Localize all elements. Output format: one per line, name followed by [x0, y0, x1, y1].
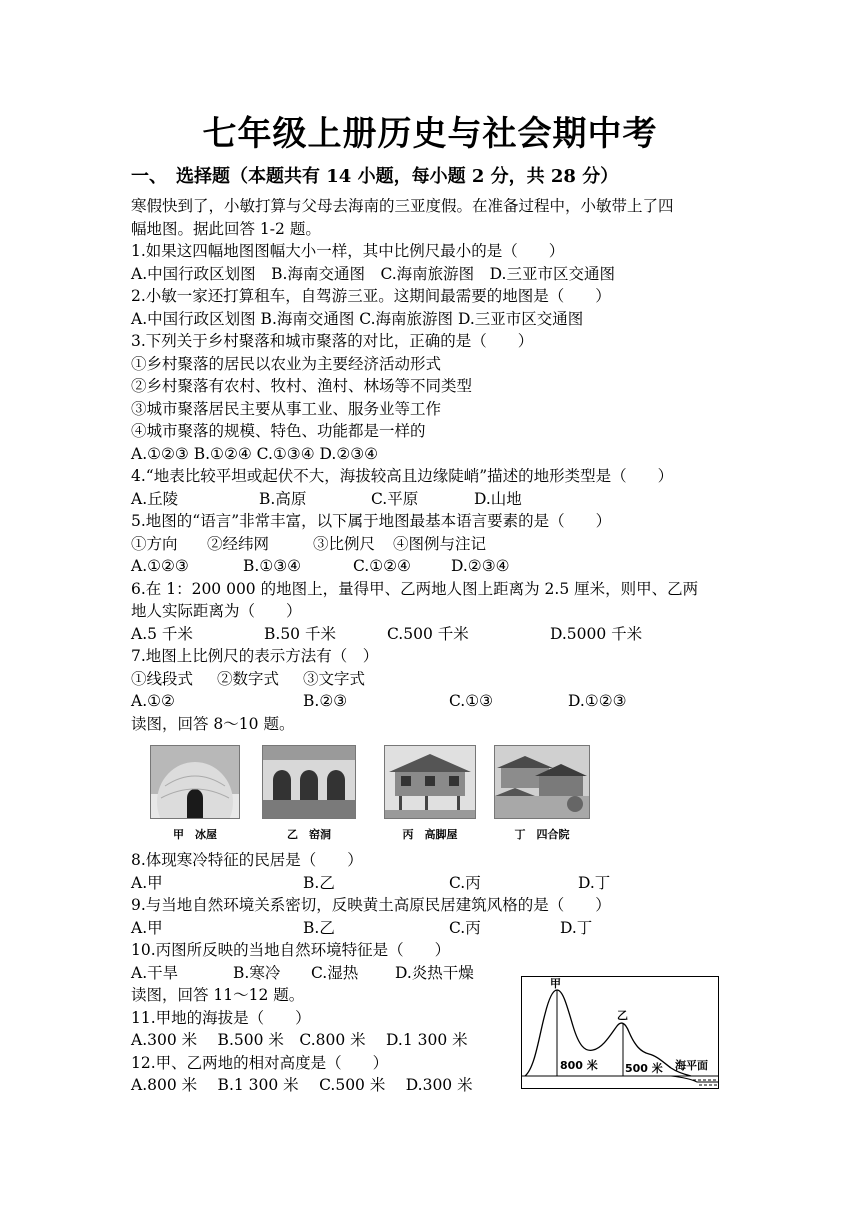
question-3-item: ②乡村聚落有农村、牧村、渔村、林场等不同类型	[131, 377, 473, 395]
option: D.5000 千米	[550, 625, 643, 643]
question-5-stem: 5.地图的“语言”非常丰富，以下属于地图最基本语言要素的是（ ）	[131, 512, 612, 530]
option: A.甲	[131, 919, 163, 937]
question-11-stem: 11.甲地的海拔是（ ）	[131, 1009, 311, 1027]
dwelling-photos	[150, 745, 600, 845]
option: D.山地	[474, 490, 522, 508]
photo-caption: 丁 四合院	[514, 828, 570, 841]
courtyard-house-image	[494, 745, 590, 819]
question-4-stem: 4.“地表比较平坦或起伏不大，海拔较高且边缘陡峭”描述的地形类型是（ ）	[131, 467, 674, 485]
photo-igloo	[150, 745, 240, 841]
option: A.5 千米	[131, 625, 193, 643]
photo-courtyard-house	[494, 745, 590, 841]
option: C.丙	[449, 874, 481, 892]
question-3-item: ③城市聚落居民主要从事工业、服务业等工作	[131, 400, 442, 418]
question-12-stem: 12.甲、乙两地的相对高度是（ ）	[131, 1054, 389, 1072]
peak-label-yi: 乙	[617, 1009, 628, 1022]
intro-line: 幅地图。据此回答 1-2 题。	[131, 220, 321, 238]
option: B.寒冷	[233, 964, 281, 982]
option: B.乙	[303, 874, 335, 892]
photo-cave-dwelling	[262, 745, 356, 841]
page-title: 七年级上册历史与社会期中考	[202, 114, 658, 154]
option: A.干旱	[131, 964, 179, 982]
option: B.高原	[259, 490, 307, 508]
cave-dwelling-image	[262, 745, 356, 819]
option: B.50 千米	[264, 625, 336, 643]
elevation-diagram	[521, 976, 719, 1089]
question-8-stem: 8.体现寒冷特征的民居是（ ）	[131, 851, 363, 869]
option: C.湿热	[311, 964, 359, 982]
option: A.①②	[131, 692, 175, 710]
item: ③文字式	[303, 670, 366, 688]
peak-label-jia: 甲	[550, 977, 561, 990]
option: D.②③④	[451, 557, 510, 575]
question-12-options: A.800 米 B.1 300 米 C.500 米 D.300 米	[131, 1076, 473, 1094]
option: A.①②③	[131, 557, 189, 575]
sea-level-label: 海平面	[675, 1059, 708, 1072]
item: ①方向	[131, 535, 178, 553]
question-9-stem: 9.与当地自然环境关系密切，反映黄土高原民居建筑风格的是（ ）	[131, 896, 611, 914]
question-7-stem: 7.地图上比例尺的表示方法有（ ）	[131, 647, 379, 665]
question-3-item: ①乡村聚落的居民以农业为主要经济活动形式	[131, 355, 442, 373]
question-3-stem: 3.下列关于乡村聚落和城市聚落的对比，正确的是（ ）	[131, 332, 534, 350]
question-11-options: A.300 米 B.500 米 C.800 米 D.1 300 米	[131, 1031, 468, 1049]
question-1-stem: 1.如果这四幅地图图幅大小一样，其中比例尺最小的是（ ）	[131, 242, 565, 260]
option: C.500 千米	[387, 625, 469, 643]
photo-caption: 丙 高脚屋	[402, 828, 458, 841]
photo-caption: 甲 冰屋	[173, 828, 217, 841]
option: C.①③	[449, 692, 494, 710]
question-2-stem: 2.小敏一家还打算租车，自驾游三亚。这期间最需要的地图是（ ）	[131, 287, 611, 305]
option: B.②③	[303, 692, 348, 710]
read-instruction: 读图，回答 11～12 题。	[131, 986, 305, 1004]
option: A.丘陵	[131, 490, 179, 508]
item: ②经纬网	[207, 535, 270, 553]
option: C.平原	[371, 490, 419, 508]
option: B.乙	[303, 919, 335, 937]
option: A.甲	[131, 874, 163, 892]
height-label-800: 800 米	[560, 1059, 598, 1072]
intro-line: 寒假快到了，小敏打算与父母去海南的三亚度假。在准备过程中，小敏带上了四	[131, 197, 674, 215]
photo-stilt-house	[384, 745, 476, 841]
question-3-options: A.①②③ B.①②④ C.①③④ D.②③④	[131, 445, 379, 463]
question-6-stem: 6.在 1：200 000 的地图上，量得甲、乙两地人图上距离为 2.5 厘米，则甲、乙两	[131, 580, 699, 598]
question-2-options: A.中国行政区划图 B.海南交通图 C.海南旅游图 D.三亚市区交通图	[131, 310, 584, 328]
stilt-house-image	[384, 745, 476, 819]
item: ④图例与注记	[393, 535, 487, 553]
question-10-stem: 10.丙图所反映的当地自然环境特征是（ ）	[131, 941, 451, 959]
option: C.丙	[449, 919, 481, 937]
option: C.①②④	[353, 557, 411, 575]
option: D.丁	[560, 919, 593, 937]
option: D.炎热干燥	[395, 964, 474, 982]
read-instruction: 读图，回答 8～10 题。	[131, 715, 295, 733]
option: D.①②③	[568, 692, 627, 710]
photo-caption: 乙 窑洞	[287, 828, 331, 841]
option: D.丁	[578, 874, 611, 892]
option: B.①③④	[243, 557, 302, 575]
question-3-item: ④城市聚落的规模、特色、功能都是一样的	[131, 422, 426, 440]
question-6-stem: 地人实际距离为（ ）	[131, 602, 302, 620]
question-1-options: A.中国行政区划图 B.海南交通图 C.海南旅游图 D.三亚市区交通图	[131, 265, 615, 283]
item: ②数字式	[217, 670, 280, 688]
height-label-500: 500 米	[625, 1062, 663, 1075]
igloo-image	[150, 745, 240, 819]
item: ③比例尺	[313, 535, 376, 553]
item: ①线段式	[131, 670, 194, 688]
section-heading: 一、 选择题（本题共有 14 小题，每小题 2 分，共 28 分）	[131, 166, 619, 187]
